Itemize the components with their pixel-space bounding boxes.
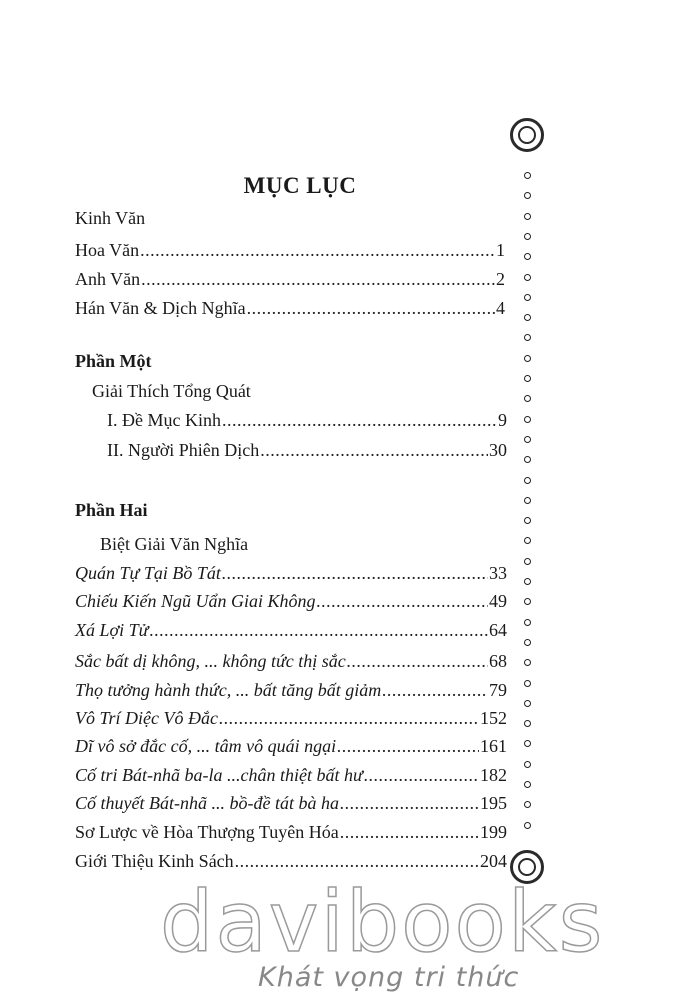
part-heading-two: Phần Hai [75, 500, 148, 520]
dot-leader [141, 268, 495, 290]
toc-entry[interactable] [75, 764, 507, 786]
toc-entry[interactable] [75, 707, 507, 729]
binding-hole-icon [524, 619, 531, 626]
binding-hole-icon [524, 436, 531, 443]
dot-leader [235, 850, 479, 872]
binding-hole-icon [524, 680, 531, 687]
toc-entry-page: 64 [489, 620, 507, 640]
toc-entry-label: Cố tri Bát-nhã ba-la ...chân thiệt bất hư [75, 765, 363, 785]
toc-entry-page: 30 [489, 440, 507, 460]
toc-entry-label: Sắc bất dị không, ... không tức thị sắc [75, 651, 346, 671]
toc-entry[interactable] [107, 439, 507, 461]
toc-entry-label: Hoa Văn [75, 240, 140, 260]
binding-hole-icon [524, 253, 531, 260]
part-subheading-two: Biệt Giải Văn Nghĩa [100, 534, 249, 554]
toc-entry-page: 1 [496, 240, 505, 260]
spiral-binding [500, 118, 560, 898]
toc-entry-label: Dĩ vô sở đắc cố, ... tâm vô quái ngại [75, 736, 337, 756]
dot-leader [337, 735, 479, 757]
binding-hole-icon [524, 639, 531, 646]
toc-entry[interactable] [75, 679, 507, 701]
binding-hole-icon [524, 294, 531, 301]
toc-entry-page: 9 [498, 410, 507, 430]
toc-entry-label: II. Người Phiên Dịch [107, 440, 260, 460]
binding-hole-icon [524, 537, 531, 544]
binding-hole-icon [524, 477, 531, 484]
toc-entry-label: Xá Lợi Tử [75, 620, 149, 640]
toc-entry[interactable] [75, 792, 507, 814]
dot-leader [317, 590, 488, 612]
toc-entry-label: Hán Văn & Dịch Nghĩa [75, 298, 246, 318]
dot-leader [260, 439, 488, 461]
toc-entry-label: Vô Trí Diệc Vô Đắc [75, 708, 218, 728]
toc-entry[interactable] [75, 650, 507, 672]
binding-ring-icon [510, 118, 544, 152]
dot-leader [340, 821, 479, 843]
binding-hole-icon [524, 213, 531, 220]
toc-entry[interactable] [75, 590, 507, 612]
toc-entry[interactable] [75, 297, 505, 319]
toc-entry-label: Chiếu Kiến Ngũ Uẩn Giai Không [75, 591, 316, 611]
toc-entry-label: I. Đề Mục Kinh [107, 410, 221, 430]
binding-hole-icon [524, 395, 531, 402]
binding-hole-icon [524, 720, 531, 727]
dot-leader [219, 707, 479, 729]
binding-hole-icon [524, 192, 531, 199]
toc-entry-page: 199 [480, 822, 507, 842]
binding-hole-icon [524, 456, 531, 463]
toc-entry[interactable] [75, 735, 507, 757]
toc-entry-page: 204 [480, 851, 507, 871]
toc-entry-label: Cố thuyết Bát-nhã ... bồ-đề tát bà ha [75, 793, 339, 813]
binding-hole-icon [524, 781, 531, 788]
page-title: MỤC LỤC [243, 173, 357, 198]
binding-hole-icon [524, 416, 531, 423]
binding-hole-icon [524, 314, 531, 321]
binding-hole-icon [524, 822, 531, 829]
binding-hole-icon [524, 233, 531, 240]
dot-leader [149, 619, 488, 641]
toc-entry-label: Thọ tưởng hành thức, ... bất tăng bất giảm [75, 680, 382, 700]
binding-hole-icon [524, 172, 531, 179]
toc-entry-page: 2 [496, 269, 505, 289]
toc-entry[interactable] [75, 562, 507, 584]
dot-leader [222, 409, 497, 431]
toc-entry-page: 182 [480, 765, 507, 785]
toc-entry-page: 33 [489, 563, 507, 583]
binding-hole-icon [524, 558, 531, 565]
binding-hole-icon [524, 598, 531, 605]
binding-hole-icon [524, 761, 531, 768]
toc-entry[interactable] [75, 850, 507, 872]
binding-hole-icon [524, 578, 531, 585]
section-heading-kinh-van: Kinh Văn [75, 208, 146, 228]
toc-entry-page: 195 [480, 793, 507, 813]
binding-hole-icon [524, 355, 531, 362]
part-heading-one: Phần Một [75, 351, 152, 371]
dot-leader [140, 239, 495, 261]
binding-hole-icon [524, 334, 531, 341]
binding-hole-icon [524, 375, 531, 382]
toc-entry-label: Quán Tự Tại Bồ Tát [75, 563, 221, 583]
binding-hole-icon [524, 517, 531, 524]
dot-leader [247, 297, 495, 319]
toc-entry[interactable] [75, 268, 505, 290]
part-subheading-one: Giải Thích Tổng Quát [92, 381, 251, 401]
dot-leader [347, 650, 488, 672]
toc-entry-label: Giới Thiệu Kinh Sách [75, 851, 234, 871]
toc-entry[interactable] [75, 821, 507, 843]
binding-hole-icon [524, 740, 531, 747]
toc-entry-page: 79 [489, 680, 507, 700]
toc-entry-label: Sơ Lược về Hòa Thượng Tuyên Hóa [75, 822, 339, 842]
toc-entry[interactable] [107, 409, 507, 431]
dot-leader [340, 792, 479, 814]
binding-hole-icon [524, 274, 531, 281]
toc-entry[interactable] [75, 619, 507, 641]
toc-entry-page: 68 [489, 651, 507, 671]
dot-leader [382, 679, 488, 701]
binding-hole-icon [524, 497, 531, 504]
toc-entry[interactable] [75, 239, 505, 261]
watermark-logo: davibooks [160, 873, 605, 971]
toc-entry-label: Anh Văn [75, 269, 141, 289]
binding-hole-icon [524, 700, 531, 707]
binding-hole-icon [524, 801, 531, 808]
toc-entry-page: 152 [480, 708, 507, 728]
binding-hole-icon [524, 659, 531, 666]
dot-leader [222, 562, 488, 584]
dot-leader [364, 764, 479, 786]
toc-entry-page: 49 [489, 591, 507, 611]
toc-entry-page: 161 [480, 736, 507, 756]
toc-entry-page: 4 [496, 298, 505, 318]
watermark-slogan: Khát vọng tri thức [258, 962, 520, 993]
